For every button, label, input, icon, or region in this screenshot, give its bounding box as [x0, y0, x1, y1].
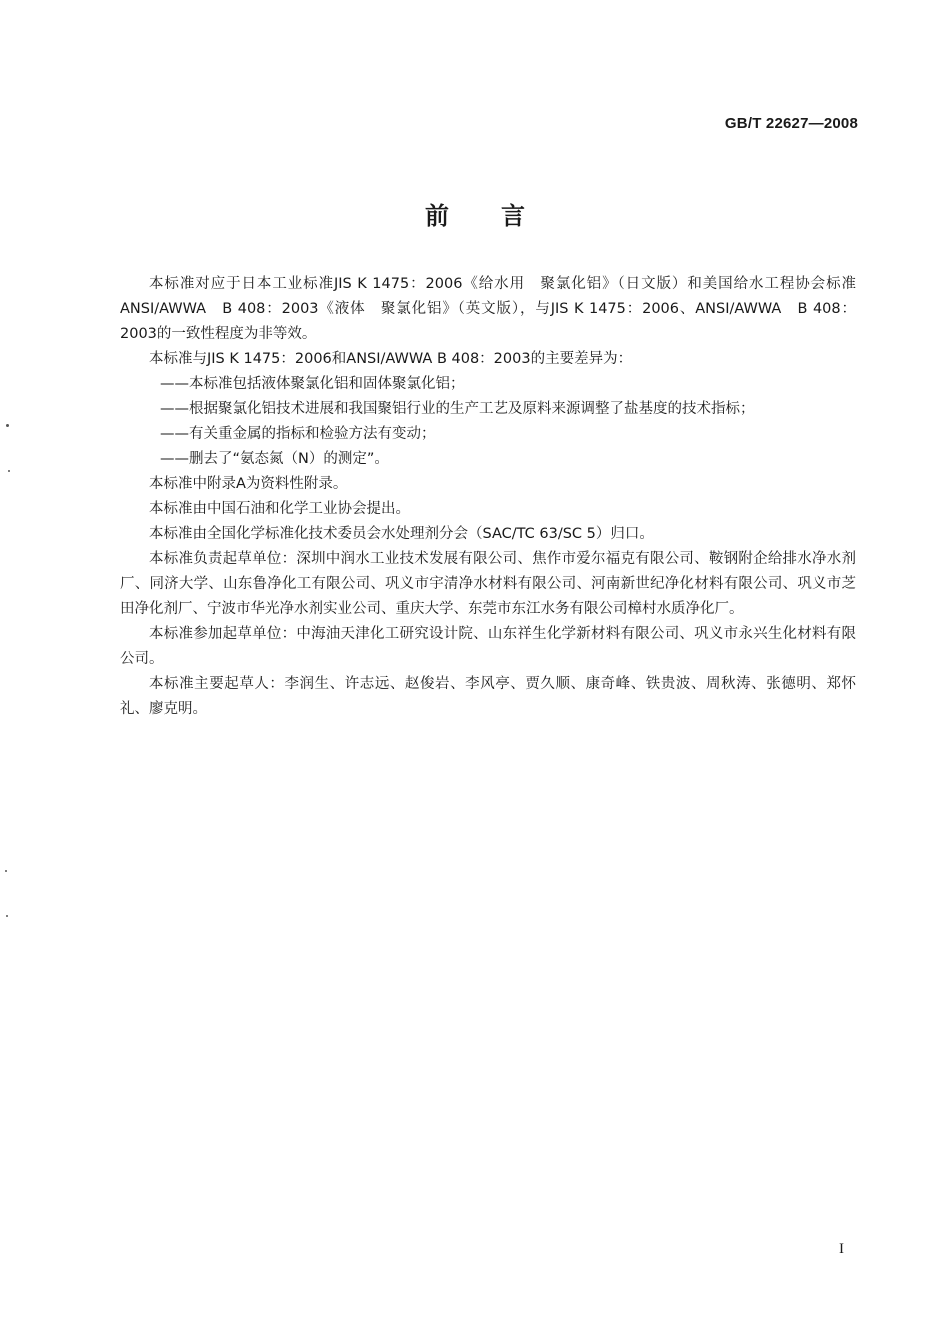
standard-number: GB/T 22627—2008: [724, 115, 858, 132]
paragraph-committee: 本标准由全国化学标准化技术委员会水处理剂分会（SAC/TC 63/SC 5）归口。: [149, 526, 654, 542]
difference-item-4: ——删去了“氨态氮（N）的测定”。: [160, 451, 389, 467]
paragraph-proposer: 本标准由中国石油和化学工业协会提出。: [149, 501, 410, 517]
paragraph-differences-intro: 本标准与JIS K 1475：2006和ANSI/AWWA B 408：2003的主要差异为：: [149, 351, 633, 367]
scan-speck: [6, 424, 9, 427]
difference-item-1: ——本标准包括液体聚氯化铝和固体聚氯化铝；: [160, 376, 465, 392]
paragraph-correspondence: 本标准对应于日本工业标准JIS K 1475：2006《给水用 聚氯化铝》（日文版）和美国给水工程协会标准ANSI/AWWA B 408：2003《液体 聚氯化铝》（英文版），与JIS K 1475：2006、ANSI/AWWA B 408：2003的一致性程度为非等效。: [120, 276, 856, 342]
scan-speck: [6, 915, 8, 917]
page-number: I: [839, 1241, 844, 1257]
scan-speck: [5, 870, 7, 872]
paragraph-appendix: 本标准中附录A为资料性附录。: [149, 476, 348, 492]
paragraph-lead-drafters: 本标准负责起草单位：深圳中润水工业技术发展有限公司、焦作市爱尔福克有限公司、鞍钢附企给排水净水剂厂、同济大学、山东鲁净化工有限公司、巩义市宇清净水材料有限公司、河南新世纪净化材料有限公司、巩义市芝田净化剂厂、宁波市华光净水剂实业公司、重庆大学、东莞市东江水务有限公司樟村水质净化厂。: [120, 551, 856, 617]
paragraph-main-drafters: 本标准主要起草人：李润生、许志远、赵俊岩、李风亭、贾久顺、康奇峰、铁贵波、周秋涛、张德明、郑怀礼、廖克明。: [120, 676, 856, 717]
page-title: 前言: [425, 202, 577, 230]
paragraph-participating-drafters: 本标准参加起草单位：中海油天津化工研究设计院、山东祥生化学新材料有限公司、巩义市永兴生化材料有限公司。: [120, 626, 856, 667]
difference-item-2: ——根据聚氯化铝技术进展和我国聚铝行业的生产工艺及原料来源调整了盐基度的技术指标；: [160, 401, 755, 417]
scan-speck: [8, 470, 10, 472]
difference-item-3: ——有关重金属的指标和检验方法有变动；: [160, 426, 436, 442]
foreword-body: [120, 272, 856, 722]
